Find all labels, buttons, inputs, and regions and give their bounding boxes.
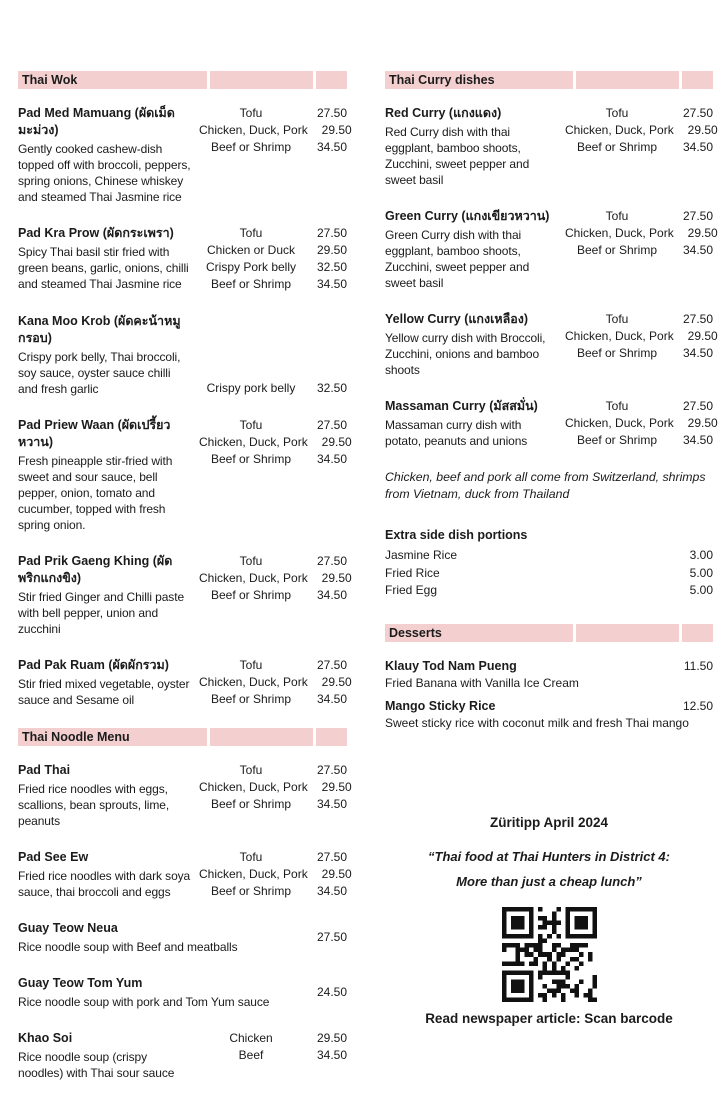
dish-option-price: 29.50: [687, 226, 718, 240]
section-header-label: Desserts: [385, 624, 573, 642]
dish-item: [385, 105, 718, 188]
dish-option-row: [199, 434, 352, 451]
dish-option-row: [199, 417, 347, 434]
dish-text: [18, 920, 303, 955]
dish-option-label: Chicken, Duck, Pork: [199, 867, 308, 881]
review-quote-line-2: More than just a cheap lunch”: [456, 873, 642, 889]
dish-options: [199, 849, 352, 900]
review-quote-line-1: “Thai food at Thai Hunters in District 4:: [428, 848, 670, 864]
dessert-item: [385, 698, 713, 731]
section-header-label: Thai Noodle Menu: [18, 728, 207, 746]
dessert-name: Mango Sticky Rice: [385, 698, 496, 713]
dish-option-label: Beef or Shrimp: [576, 243, 658, 257]
dish-item: [18, 417, 352, 533]
dish-option-row: [565, 345, 713, 362]
dish-name: Pad Priew Waan (ผัดเปรี้ยวหวาน): [18, 418, 171, 449]
dish-option-row: [565, 122, 718, 139]
dish-option-price: 34.50: [316, 692, 347, 706]
section-header-spacer: [316, 728, 347, 746]
dish-description: Rice noodle soup with pork and Tom Yum sauce: [18, 995, 270, 1009]
dish-description: Massaman curry dish with potato, peanuts and unions: [385, 418, 528, 448]
dish-option-price: 27.50: [316, 106, 347, 120]
dessert-item: [385, 658, 713, 691]
dish-option-price: 27.50: [316, 763, 347, 777]
side-dishes-heading: Extra side dish portions: [385, 528, 528, 542]
side-dish-name: Jasmine Rice: [385, 548, 458, 562]
dish-option-price: 27.50: [682, 312, 713, 326]
dish-text: [385, 398, 565, 449]
dish-option-price: 34.50: [316, 884, 347, 898]
dish-option-label: Beef or Shrimp: [210, 797, 292, 811]
dish-option-label: Tofu: [239, 763, 263, 777]
dish-option-price: 27.50: [682, 106, 713, 120]
dish-name: Pad Pak Ruam (ผัดผักรวม): [18, 658, 169, 672]
dessert-name: Klauy Tod Nam Pueng: [385, 658, 517, 673]
dish-option-label: Tofu: [239, 850, 263, 864]
dish-option-price: 27.50: [316, 226, 347, 240]
dish-description: Green Curry dish with thai eggplant, bamboo shoots, Zucchini, sweet pepper and sweet basil: [385, 228, 530, 290]
dish-option-row: [565, 208, 713, 225]
dish-option-row: [199, 259, 347, 276]
dish-option-price: 29.50: [321, 780, 352, 794]
dish-description: Gently cooked cashew-dish topped off with broccoli, peppers, spring onions, Chinese whiskey and steamed Thai Jasmine rice: [18, 142, 191, 204]
dish-item: [18, 313, 347, 397]
dish-option-price: 34.50: [316, 452, 347, 466]
dish-option-label: Tofu: [605, 312, 629, 326]
dish-description: Crispy pork belly, Thai broccoli, soy sauce, oyster sauce chilli and fresh garlic: [18, 350, 181, 396]
section-header-spacer: [316, 71, 347, 89]
dish-option-price: 27.50: [316, 930, 347, 944]
dish-name: Guay Teow Neua: [18, 921, 118, 935]
section-header-spacer: [682, 624, 713, 642]
origin-note: Chicken, beef and pork all come from Switzerland, shrimps from Vietnam, duck from Thailand: [385, 470, 706, 501]
dish-name: Guay Teow Tom Yum: [18, 976, 143, 990]
qr-code-container: [385, 907, 713, 1002]
dish-option-price: 29.50: [321, 675, 352, 689]
dish-option-row: [199, 1047, 347, 1064]
dish-option-label: Beef or Shrimp: [210, 277, 292, 291]
review-quote: [385, 844, 713, 894]
dish-option-label: Chicken or Duck: [206, 243, 296, 257]
dish-option-row: [199, 657, 347, 674]
dish-option-price: 29.50: [687, 123, 718, 137]
dish-item: [18, 1030, 347, 1081]
dish-option-label: Tofu: [239, 226, 263, 240]
dish-option-label: Chicken, Duck, Pork: [199, 435, 308, 449]
dish-option-row: [303, 929, 347, 946]
dish-option-price: 34.50: [316, 1048, 347, 1062]
footer: [385, 815, 713, 1026]
dish-option-label: Chicken, Duck, Pork: [199, 571, 308, 585]
section-header-spacer: [210, 728, 313, 746]
dish-description: Spicy Thai basil stir fried with green beans, garlic, onions, chilli and steamed Thai Jasmine rice: [18, 245, 189, 291]
dish-option-row: [565, 242, 713, 259]
side-dish-price: 5.00: [689, 565, 713, 580]
dish-option-label: Chicken, Duck, Pork: [199, 780, 308, 794]
dish-item: [18, 225, 347, 293]
section-header-spacer: [210, 71, 313, 89]
dessert-top-row: [385, 698, 713, 715]
dish-text: [385, 208, 565, 291]
dish-text: [18, 1030, 199, 1081]
dish-text: [385, 311, 565, 378]
dish-option-label: Chicken, Duck, Pork: [565, 416, 674, 430]
dish-description: Stir fried mixed vegetable, oyster sauce and Sesame oil: [18, 677, 190, 707]
side-dish-price: 3.00: [689, 548, 713, 562]
dish-name: Massaman Curry (มัสสมั่น): [385, 399, 538, 413]
dish-options: [565, 208, 718, 291]
dish-option-row: [199, 242, 347, 259]
dish-option-row: [199, 691, 347, 708]
dish-option-price: 34.50: [316, 588, 347, 602]
dish-option-row: [199, 674, 352, 691]
dish-option-row: [199, 122, 352, 139]
dish-option-label: Tofu: [605, 209, 629, 223]
side-dish-price: 5.00: [689, 583, 713, 597]
dish-option-label: Beef or Shrimp: [210, 692, 292, 706]
dish-option-row: [199, 553, 347, 570]
section-header-label: Thai Curry dishes: [385, 71, 573, 89]
dish-description: Fried rice noodles with dark soya sauce, thai broccoli and eggs: [18, 869, 191, 899]
dish-text: [18, 417, 199, 533]
dish-description: Stir fried Ginger and Chilli paste with bell pepper, union and zucchini: [18, 590, 185, 636]
dish-option-row: [565, 415, 718, 432]
dish-options: [199, 1030, 347, 1081]
dish-description: Rice noodle soup (crispy noodles) with Thai sour sauce: [18, 1050, 175, 1080]
dish-option-price: 34.50: [682, 346, 713, 360]
dish-option-label: Beef or Shrimp: [210, 452, 292, 466]
dish-option-price: 29.50: [321, 435, 352, 449]
dish-option-row: [199, 1030, 347, 1047]
dish-options: [199, 105, 352, 205]
dish-option-label: Beef or Shrimp: [210, 884, 292, 898]
dish-option-row: [199, 796, 347, 813]
dessert-description: Sweet sticky rice with coconut milk and fresh Thai mango: [385, 715, 689, 730]
dish-option-label: Chicken, Duck, Pork: [565, 329, 674, 343]
dish-text: [18, 313, 199, 397]
dish-options: [303, 975, 347, 1010]
dish-text: [18, 975, 303, 1010]
dish-options: [199, 762, 352, 829]
dish-option-row: [199, 779, 352, 796]
left-column: [18, 71, 352, 1101]
section-header-bar: [385, 71, 713, 89]
dish-options: [199, 657, 352, 708]
dessert-price: 12.50: [682, 698, 713, 713]
dish-option-row: [565, 432, 713, 449]
dish-name: Yellow Curry (แกงเหลือง): [385, 312, 529, 326]
section-header-label: Thai Wok: [18, 71, 207, 89]
dish-name: Red Curry (แกงแดง): [385, 106, 502, 120]
section-header-bar: [18, 71, 347, 89]
section-header-bar: [18, 728, 347, 746]
dish-option-label: Chicken, Duck, Pork: [199, 675, 308, 689]
dish-option-price: 27.50: [316, 554, 347, 568]
dish-option-row: [199, 451, 347, 468]
dish-option-label: Chicken: [229, 1031, 273, 1045]
dish-item: [385, 208, 718, 291]
dish-option-label: Tofu: [605, 106, 629, 120]
section-header-spacer: [576, 71, 679, 89]
dish-option-price: 29.50: [321, 867, 352, 881]
dish-option-price: 32.50: [316, 381, 347, 395]
side-dish-name: Fried Rice: [385, 565, 440, 580]
dish-item: [18, 975, 347, 1010]
dessert-top-row: [385, 658, 713, 675]
dish-options: [565, 311, 718, 378]
dish-text: [18, 762, 199, 829]
dish-option-price: 27.50: [316, 850, 347, 864]
dish-name: Pad See Ew: [18, 850, 89, 864]
side-dish-row: [385, 565, 713, 583]
dish-option-label: Beef or Shrimp: [210, 140, 292, 154]
dish-description: Yellow curry dish with Broccoli, Zucchini, onions and bamboo shoots: [385, 331, 546, 377]
dish-item: [18, 920, 347, 955]
dish-option-row: [303, 984, 347, 1001]
dish-option-label: Tofu: [239, 658, 263, 672]
dish-option-price: 27.50: [316, 658, 347, 672]
dish-option-price: 34.50: [316, 277, 347, 291]
dish-option-row: [199, 139, 347, 156]
dessert-description: Fried Banana with Vanilla Ice Cream: [385, 675, 579, 690]
dish-option-row: [565, 328, 718, 345]
dish-description: Rice noodle soup with Beef and meatballs: [18, 940, 238, 954]
dish-option-label: Tofu: [239, 106, 263, 120]
dish-option-price: 29.50: [321, 571, 352, 585]
dish-description: Red Curry dish with thai eggplant, bamboo shoots, Zucchini, sweet pepper and sweet basil: [385, 125, 530, 187]
dish-item: [18, 657, 352, 708]
dish-option-row: [199, 866, 352, 883]
dish-option-row: [565, 311, 713, 328]
dish-item: [18, 762, 352, 829]
dish-option-price: 34.50: [316, 797, 347, 811]
dish-option-price: 29.50: [316, 1031, 347, 1045]
dish-option-label: Chicken, Duck, Pork: [199, 123, 308, 137]
dish-option-label: Crispy Pork belly: [205, 260, 297, 274]
dish-name: Khao Soi: [18, 1031, 73, 1045]
dish-option-label: Tofu: [239, 418, 263, 432]
dish-name: Pad Med Mamuang (ผัดเม็ดมะม่วง): [18, 106, 175, 137]
dish-option-row: [199, 570, 352, 587]
dish-text: [18, 553, 199, 637]
dish-name: Pad Kra Prow (ผัดกระเพรา): [18, 226, 174, 240]
dish-option-label: Crispy pork belly: [206, 381, 296, 395]
dish-description: Fresh pineapple stir-fried with sweet and sour sauce, bell pepper, onion, tomato and cucumber, topped with fresh spring onion.: [18, 454, 173, 532]
dish-option-row: [199, 762, 347, 779]
dish-name: Pad Thai: [18, 763, 71, 777]
dish-options: [199, 225, 347, 293]
dish-option-label: Beef or Shrimp: [576, 433, 658, 447]
dish-options: [303, 920, 347, 955]
dish-item: [18, 553, 352, 637]
dish-option-label: Tofu: [239, 554, 263, 568]
dish-option-label: Chicken, Duck, Pork: [565, 226, 674, 240]
side-dish-row: [385, 547, 713, 565]
dish-option-label: Beef or Shrimp: [576, 140, 658, 154]
dish-item: [18, 105, 352, 205]
dish-text: [18, 657, 199, 708]
dish-name: Kana Moo Krob (ผัดคะน้าหมูกรอบ): [18, 314, 181, 345]
dish-options: [565, 105, 718, 188]
dish-option-row: [199, 105, 347, 122]
dish-option-price: 29.50: [321, 123, 352, 137]
dish-option-price: 34.50: [682, 140, 713, 154]
section-header-spacer: [682, 71, 713, 89]
dish-option-price: 29.50: [687, 416, 718, 430]
dish-options: [565, 398, 718, 449]
dish-options: [199, 553, 352, 637]
dish-options: [199, 417, 352, 533]
dish-option-price: 34.50: [316, 140, 347, 154]
dish-option-price: 29.50: [316, 243, 347, 257]
dish-text: [18, 225, 199, 293]
dish-name: Pad Prik Gaeng Khing (ผัดพริกแกงขิง): [18, 554, 173, 585]
qr-code: [502, 907, 597, 1002]
dessert-price: 11.50: [683, 658, 713, 673]
dish-option-label: Beef or Shrimp: [576, 346, 658, 360]
side-dish-name: Fried Egg: [385, 583, 438, 597]
dish-item: [385, 398, 718, 449]
dish-option-row: [199, 883, 347, 900]
dish-option-price: 27.50: [682, 399, 713, 413]
dish-option-label: Beef: [238, 1048, 264, 1062]
dish-option-row: [199, 849, 347, 866]
dish-item: [18, 849, 352, 900]
dish-option-row: [199, 380, 347, 397]
dish-option-price: 34.50: [682, 433, 713, 447]
dish-option-row: [199, 587, 347, 604]
dish-option-row: [199, 225, 347, 242]
side-dish-row: [385, 582, 713, 600]
right-column: [385, 71, 718, 1101]
newspaper-title: Züritipp April 2024: [489, 814, 609, 830]
dish-option-row: [199, 276, 347, 293]
dish-option-label: Tofu: [605, 399, 629, 413]
dish-option-label: Beef or Shrimp: [210, 588, 292, 602]
dish-option-price: 29.50: [687, 329, 718, 343]
dish-option-row: [565, 398, 713, 415]
dish-option-price: 27.50: [682, 209, 713, 223]
dish-option-label: Chicken, Duck, Pork: [565, 123, 674, 137]
dish-option-price: 27.50: [316, 418, 347, 432]
dish-item: [385, 311, 718, 378]
dish-option-row: [565, 225, 718, 242]
dish-name: Green Curry (แกงเขียวหวาน): [385, 209, 550, 223]
scan-instruction: Read newspaper article: Scan barcode: [425, 1010, 673, 1026]
dish-option-row: [565, 139, 713, 156]
dish-text: [18, 105, 199, 205]
section-header-bar: [385, 624, 713, 642]
dish-option-price: 32.50: [316, 260, 347, 274]
dish-text: [385, 105, 565, 188]
right-column-menu: [385, 71, 718, 731]
dish-text: [18, 849, 199, 900]
dish-options: [199, 313, 347, 397]
dish-option-price: 34.50: [682, 243, 713, 257]
section-header-spacer: [576, 624, 679, 642]
dish-option-row: [565, 105, 713, 122]
dish-option-price: 24.50: [316, 985, 347, 999]
dish-description: Fried rice noodles with eggs, scallions, bean sprouts, lime, peanuts: [18, 782, 170, 828]
